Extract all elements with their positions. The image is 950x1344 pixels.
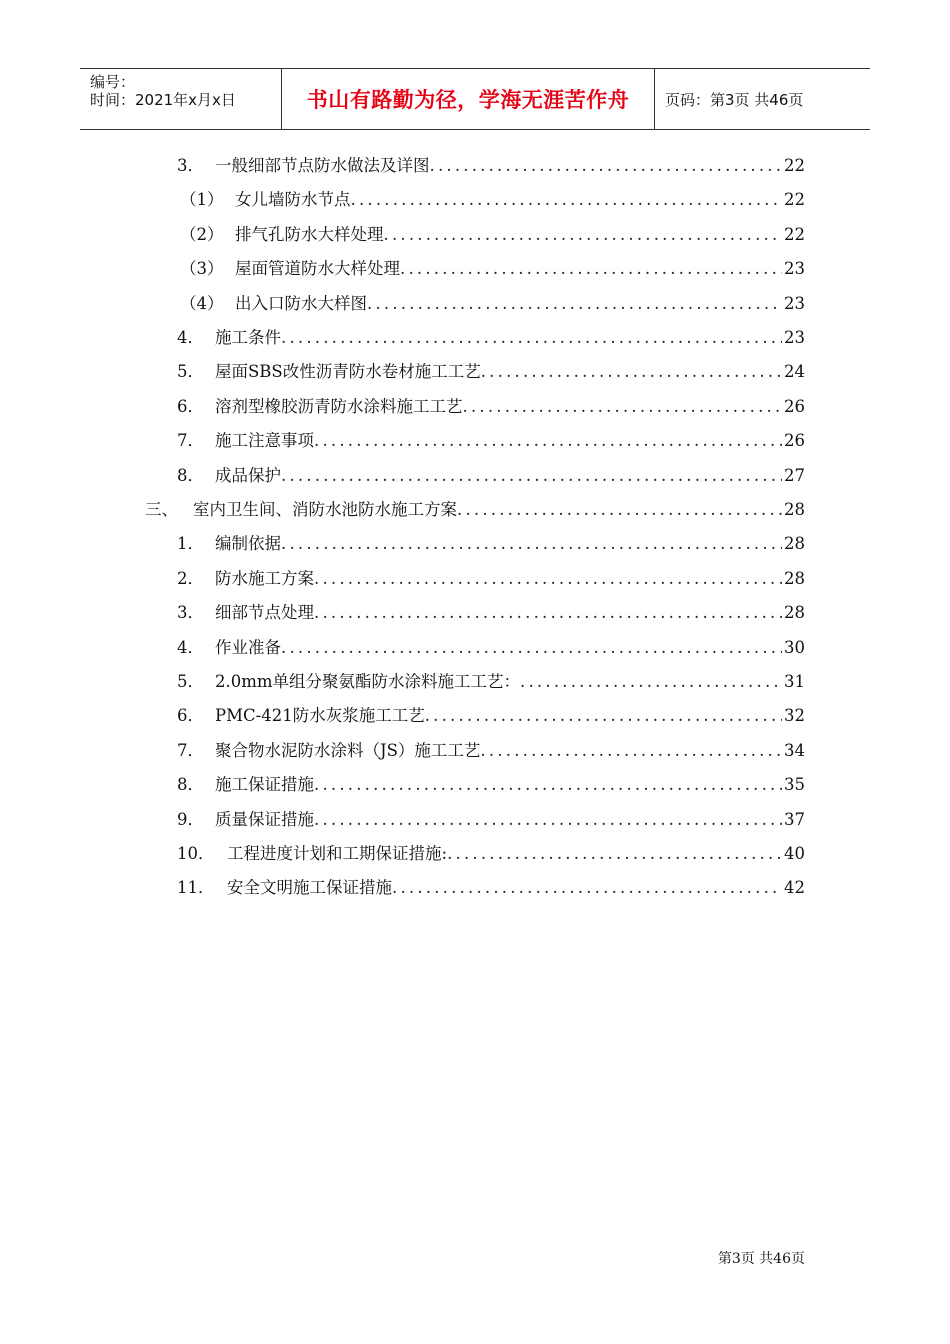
toc-entry-title: 排气孔防水大样处理 <box>235 224 384 244</box>
toc-entry-leader <box>463 395 783 419</box>
toc-entry-leader <box>281 464 782 488</box>
toc-entry-number: 1． <box>177 534 204 554</box>
toc-entry-title: 溶剂型橡胶沥青防水涂料施工工艺 <box>215 396 463 416</box>
toc-entry-page: 22 <box>784 190 805 210</box>
page-header <box>80 68 870 130</box>
toc-entry-leader <box>281 326 782 350</box>
header-meta <box>80 69 282 129</box>
toc-entry-number: 8． <box>177 775 204 795</box>
header-page-number: 页码：第3页 共46页 <box>665 90 804 109</box>
toc-entry <box>177 808 805 832</box>
toc-entry <box>177 326 805 350</box>
toc-entry-number: 6． <box>177 396 204 416</box>
toc-entry <box>177 360 805 384</box>
toc-entry-leader <box>520 670 782 694</box>
toc-entry-page: 22 <box>784 156 805 175</box>
toc-entry-title: 2.0mm单组分聚氨酯防水涂料施工工艺： <box>215 672 521 691</box>
toc-entry-leader <box>351 188 783 212</box>
toc-entry-leader <box>480 739 782 763</box>
toc-entry-number: 5． <box>177 362 204 382</box>
toc-entry-leader <box>281 532 782 556</box>
toc-entry <box>177 567 805 591</box>
toc-entry-page: 28 <box>784 603 805 623</box>
toc-entry-page: 31 <box>784 672 805 691</box>
toc-entry-title: 作业准备 <box>215 637 281 657</box>
toc-entry-page: 28 <box>784 568 805 588</box>
toc-entry-title: 安全文明施工保证措施 <box>227 878 392 898</box>
toc-entry-number: 7． <box>177 740 204 760</box>
toc-entry-number: 7． <box>177 431 204 451</box>
toc-entry-number: 6． <box>177 706 204 726</box>
toc-entry <box>177 429 805 453</box>
toc-entry-page: 26 <box>784 396 805 416</box>
toc-entry-leader <box>392 876 782 900</box>
toc-entry <box>177 842 805 866</box>
toc-entry-page: 37 <box>784 809 805 829</box>
toc-entry-page: 34 <box>784 740 805 760</box>
toc-entry-leader <box>367 292 782 316</box>
toc-entry <box>177 532 805 556</box>
header-motto: 书山有路勤为径，学海无涯苦作舟 <box>282 69 655 129</box>
toc-entry-title: PMC-421防水灰浆施工工艺 <box>215 706 425 726</box>
toc-entry <box>177 670 805 694</box>
toc-entry <box>177 395 805 419</box>
toc-entry-page: 40 <box>784 844 805 863</box>
toc-entry-leader <box>447 842 782 866</box>
toc-entry <box>177 154 805 178</box>
toc-entry-title: 女儿墙防水节点 <box>235 190 351 210</box>
toc-entry-number: 11． <box>177 878 215 898</box>
toc-entry-number: 9． <box>177 809 204 829</box>
toc-entry-number: 2． <box>177 568 204 588</box>
toc-entry <box>180 188 805 212</box>
toc-entry-page: 27 <box>784 465 805 485</box>
toc-entry <box>177 704 805 728</box>
toc-entry-title: 质量保证措施 <box>215 809 314 829</box>
toc-entry-page: 28 <box>784 534 805 554</box>
toc-entry-page: 32 <box>784 706 805 726</box>
toc-entry-title: 防水施工方案 <box>215 568 314 588</box>
toc-entry-title: 室内卫生间、消防水池防水施工方案 <box>193 500 457 519</box>
toc-entry-title: 施工保证措施 <box>215 775 314 795</box>
toc-entry-title: 一般细部节点防水做法及详图 <box>215 156 430 175</box>
toc-entry-leader <box>457 498 782 522</box>
toc-entry-title: 施工条件 <box>215 328 281 347</box>
toc-entry-title: 出入口防水大样图 <box>235 293 367 313</box>
toc-entry-number: 4． <box>177 637 204 657</box>
toc-entry <box>145 498 805 522</box>
toc-entry-page: 23 <box>784 328 805 347</box>
toc-entry-leader <box>430 154 783 178</box>
toc-entry-title: 编制依据 <box>215 534 281 554</box>
toc-entry-title: 屋面管道防水大样处理 <box>235 259 400 279</box>
toc-entry <box>177 876 805 900</box>
toc-entry-title: 聚合物水泥防水涂料（JS）施工工艺 <box>215 740 481 760</box>
toc-entry-number: （1） <box>180 190 224 210</box>
toc-entry-leader <box>314 567 782 591</box>
toc-entry-number: 3． <box>177 603 204 623</box>
toc-entry-number: （2） <box>180 224 224 244</box>
toc-entry <box>177 464 805 488</box>
toc-entry <box>180 257 805 281</box>
toc-entry-number: 8． <box>177 465 204 485</box>
toc-entry-page: 26 <box>784 431 805 451</box>
toc-entry-leader <box>400 257 782 281</box>
toc-entry <box>177 773 805 797</box>
toc-entry-page: 35 <box>784 775 805 795</box>
footer-page-number: 第3页 共46页 <box>717 1251 805 1267</box>
toc-entry-page: 23 <box>784 259 805 279</box>
toc-entry-leader <box>481 360 782 384</box>
toc-entry-title: 成品保护 <box>215 465 281 485</box>
toc-entry <box>177 636 805 660</box>
toc-entry-title: 屋面SBS改性沥青防水卷材施工工艺 <box>215 362 481 382</box>
toc-entry-page: 30 <box>784 637 805 657</box>
toc-entry-number: 3． <box>177 156 204 175</box>
document-number-label: 编号： <box>90 73 136 91</box>
toc-entry-page: 23 <box>784 293 805 313</box>
toc-entry <box>177 739 805 763</box>
toc-entry-leader <box>314 773 782 797</box>
toc-entry-number: 三、 <box>145 500 178 519</box>
toc-entry-number: 10． <box>177 844 215 863</box>
toc-entry-title: 细部节点处理 <box>215 603 314 623</box>
toc-entry-number: 5． <box>177 672 204 691</box>
toc-entry-leader <box>314 601 782 625</box>
toc-entry-number: （3） <box>180 259 224 279</box>
toc-entry-title: 工程进度计划和工期保证措施: <box>227 844 448 863</box>
toc-entry-number: （4） <box>180 293 224 313</box>
toc-entry-title: 施工注意事项 <box>215 431 314 451</box>
toc-entry-leader <box>281 636 782 660</box>
toc-entry-page: 22 <box>784 224 805 244</box>
toc-entry-leader <box>314 808 782 832</box>
toc-entry-page: 24 <box>784 362 805 382</box>
toc-entry-number: 4． <box>177 328 204 347</box>
toc-entry <box>180 292 805 316</box>
toc-entry-page: 28 <box>784 500 805 519</box>
toc-entry-leader <box>314 429 782 453</box>
document-date-label: 时间：2021年x月x日 <box>90 91 236 109</box>
toc-entry-leader <box>384 223 783 247</box>
toc-entry-page: 42 <box>784 878 805 898</box>
toc-entry-leader <box>425 704 782 728</box>
toc-entry <box>180 223 805 247</box>
toc-entry <box>177 601 805 625</box>
